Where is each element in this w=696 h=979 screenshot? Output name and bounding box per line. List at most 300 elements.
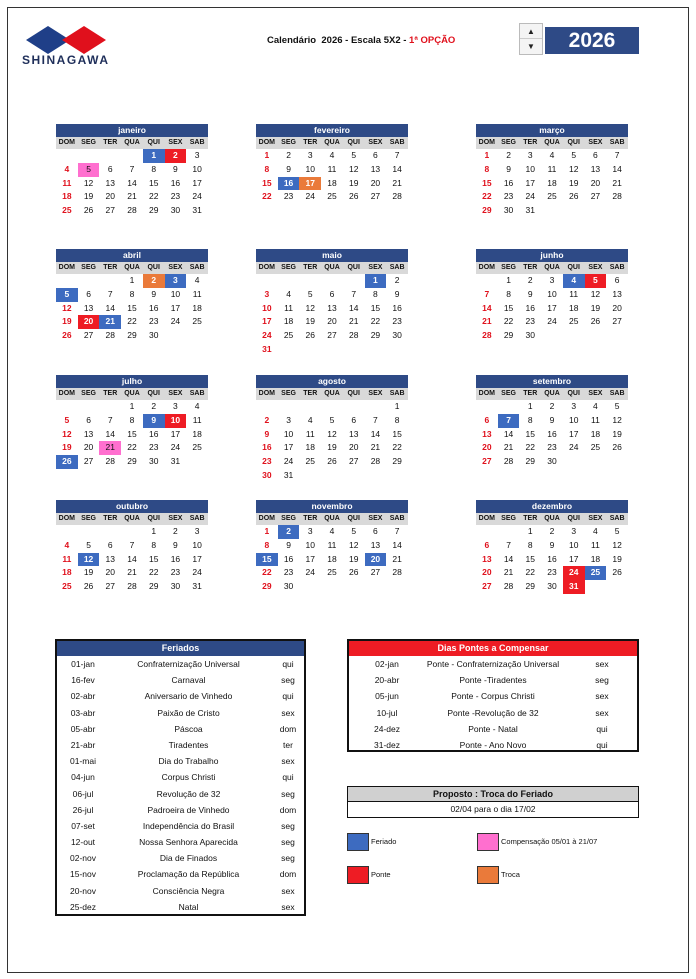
weekday-label: SAB — [389, 139, 405, 146]
day-cell: 21 — [127, 191, 137, 202]
row-date: 20-abr — [374, 675, 400, 686]
year-display: 2026 — [545, 27, 639, 54]
day-cell: 21 — [392, 177, 402, 188]
month-name: novembro — [256, 500, 408, 513]
day-cell: 10 — [192, 163, 202, 174]
day-cell: 17 — [299, 177, 321, 191]
row-date: 02-nov — [70, 853, 96, 864]
day-cell: 22 — [148, 567, 159, 578]
weekday-label: TER — [523, 139, 538, 146]
day-cell: 16 — [547, 553, 557, 564]
row-weekday: sex — [281, 756, 295, 767]
day-cell: 30 — [525, 330, 536, 341]
day-cell: 5 — [307, 288, 313, 299]
day-cell: 23 — [283, 191, 294, 202]
day-cell: 9 — [506, 163, 511, 174]
feriados-table — [55, 639, 306, 916]
day-cell: 13 — [327, 302, 337, 313]
month-name: janeiro — [56, 124, 208, 137]
day-cell: 7 — [506, 539, 511, 550]
row-name: Independência do Brasil — [142, 820, 235, 831]
day-cell: 17 — [170, 302, 181, 313]
legend-label-troca: Troca — [501, 870, 520, 879]
day-cell: 22 — [148, 191, 159, 202]
row-weekday: qui — [282, 691, 294, 702]
day-cell: 27 — [590, 191, 601, 202]
month-9 — [56, 500, 208, 594]
day-cell: 25 — [283, 330, 294, 341]
year-spinner[interactable] — [519, 23, 543, 55]
day-cell: 25 — [305, 456, 316, 467]
day-cell: 25 — [192, 316, 202, 327]
legend-label-ponte: Ponte — [371, 870, 391, 879]
row-weekday: seg — [281, 788, 295, 799]
empty-cell — [343, 400, 365, 414]
day-cell: 22 — [127, 442, 137, 453]
empty-cell — [56, 400, 78, 414]
day-cell: 8 — [373, 288, 378, 299]
weekday-label: SEX — [168, 515, 183, 522]
empty-cell — [321, 274, 343, 288]
day-cell: 24 — [192, 191, 202, 202]
empty-cell — [321, 400, 343, 414]
day-cell: 28 — [105, 456, 116, 467]
month-10 — [256, 500, 408, 594]
row-weekday: qui — [596, 723, 608, 734]
row-date: 10-jul — [376, 707, 398, 718]
day-cell: 14 — [127, 553, 137, 564]
weekday-label: QUA — [324, 515, 340, 522]
weekday-label: SEG — [81, 515, 96, 522]
day-cell: 26 — [348, 567, 359, 578]
day-cell: 3 — [527, 150, 533, 160]
weekday-header — [56, 137, 208, 149]
day-cell: 26 — [348, 191, 359, 202]
day-cell: 22 — [370, 316, 381, 327]
day-cell: 18 — [327, 177, 337, 188]
row-weekday: sex — [595, 707, 609, 718]
weekday-label: SEG — [501, 264, 516, 271]
day-cell: 10 — [568, 414, 579, 425]
day-cell: 17 — [568, 553, 579, 564]
day-cell: 6 — [484, 539, 490, 550]
day-cell: 16 — [503, 177, 514, 188]
empty-cell — [498, 525, 520, 539]
day-cell: 25 — [327, 567, 337, 578]
day-cell: 4 — [64, 163, 70, 174]
weekday-label: SEG — [501, 515, 516, 522]
day-cell: 19 — [590, 302, 601, 313]
weekday-header — [56, 388, 208, 400]
day-cell: 13 — [83, 302, 94, 313]
day-cell: 31 — [192, 205, 202, 216]
empty-cell — [365, 400, 387, 414]
day-cell: 1 — [506, 275, 511, 285]
empty-cell — [476, 274, 498, 288]
weekday-label: QUA — [324, 390, 340, 397]
legend-swatch-feriado — [347, 833, 369, 851]
day-cell: 1 — [484, 150, 490, 160]
row-date: 02-jan — [375, 659, 399, 669]
weekday-label: SAB — [389, 390, 405, 397]
month-4 — [256, 249, 408, 357]
day-cell: 14 — [105, 428, 116, 439]
day-cell: 18 — [305, 442, 316, 453]
day-cell: 2 — [527, 275, 533, 285]
day-cell: 17 — [192, 553, 202, 564]
row-date: 31-dez — [374, 739, 400, 750]
table-row — [349, 688, 637, 704]
day-cell: 19 — [348, 177, 359, 188]
day-cell: 1 — [365, 274, 387, 288]
weekday-label: SAB — [189, 139, 205, 146]
row-date: 07-set — [71, 820, 95, 831]
table-row — [57, 705, 304, 721]
weekday-label: SEX — [368, 139, 383, 146]
day-cell: 20 — [78, 315, 100, 329]
day-cell: 2 — [549, 401, 555, 411]
day-cell: 4 — [593, 401, 598, 411]
day-grid — [56, 400, 208, 469]
day-cell: 5 — [571, 150, 577, 160]
day-cell: 9 — [151, 288, 157, 299]
day-cell: 11 — [327, 163, 337, 174]
day-cell: 31 — [262, 343, 272, 354]
day-cell: 19 — [612, 428, 622, 439]
table-row — [57, 834, 304, 850]
day-cell: 29 — [392, 456, 402, 467]
day-cell: 4 — [194, 401, 200, 411]
day-cell: 11 — [305, 428, 315, 439]
day-cell: 24 — [262, 330, 272, 341]
day-cell: 8 — [264, 163, 270, 174]
weekday-label: SEX — [168, 390, 183, 397]
day-cell: 7 — [394, 526, 400, 536]
day-cell: 14 — [612, 163, 622, 174]
year-up-button[interactable]: ▲ — [520, 24, 542, 39]
weekday-label: QUI — [567, 515, 580, 522]
weekday-label: SEX — [168, 139, 183, 146]
row-name: Revolução de 32 — [156, 788, 221, 799]
row-date: 02-abr — [70, 691, 96, 702]
day-cell: 14 — [348, 302, 359, 313]
weekday-label: TER — [103, 139, 118, 146]
weekday-label: SEG — [501, 139, 516, 146]
empty-cell — [78, 525, 100, 539]
proposto-text: 02/04 para o dia 17/02 — [450, 804, 536, 814]
weekday-label: DOM — [478, 264, 496, 271]
day-cell: 17 — [192, 177, 202, 188]
day-cell: 2 — [165, 149, 187, 163]
weekday-label: QUI — [347, 515, 360, 522]
empty-cell — [56, 274, 78, 288]
day-cell: 28 — [503, 581, 514, 592]
row-name: Dia do Trabalho — [158, 756, 219, 767]
day-cell: 21 — [99, 441, 121, 455]
weekday-label: TER — [523, 390, 538, 397]
day-cell: 18 — [62, 191, 72, 202]
row-name: Proclamação da República — [137, 869, 240, 880]
day-cell: 27 — [612, 316, 622, 327]
day-cell: 9 — [143, 414, 165, 428]
day-cell: 23 — [262, 456, 272, 467]
day-cell: 10 — [547, 288, 557, 299]
empty-cell — [299, 274, 321, 288]
empty-cell — [256, 274, 278, 288]
legend-swatch-troca — [477, 866, 499, 884]
day-cell: 25 — [547, 191, 557, 202]
day-cell: 1 — [151, 526, 157, 536]
table-row — [349, 721, 637, 737]
day-cell: 2 — [286, 150, 291, 160]
day-cell: 26 — [83, 581, 94, 592]
day-cell: 20 — [365, 553, 387, 567]
weekday-label: SEG — [501, 390, 516, 397]
day-cell: 22 — [503, 316, 514, 327]
weekday-label: QUA — [124, 390, 140, 397]
day-cell: 27 — [83, 456, 94, 467]
day-cell: 7 — [498, 414, 520, 428]
row-weekday: seg — [281, 837, 295, 848]
day-cell: 31 — [170, 456, 181, 467]
day-cell: 31 — [563, 580, 585, 594]
day-cell: 22 — [525, 442, 536, 453]
row-name: Ponte - Corpus Christi — [451, 691, 535, 702]
day-cell: 24 — [305, 567, 316, 578]
day-cell: 8 — [129, 414, 135, 425]
weekday-label: QUA — [544, 139, 560, 146]
day-cell: 3 — [194, 150, 200, 160]
weekday-label: TER — [523, 515, 538, 522]
day-cell: 8 — [484, 163, 490, 174]
day-cell: 16 — [278, 177, 300, 191]
day-cell: 8 — [129, 288, 135, 299]
year-down-button[interactable]: ▼ — [527, 42, 535, 51]
weekday-header — [476, 388, 628, 400]
day-cell: 6 — [373, 150, 378, 160]
day-cell: 25 — [590, 442, 601, 453]
row-date: 16-fev — [71, 675, 95, 686]
month-name: fevereiro — [256, 124, 408, 137]
day-cell: 30 — [392, 330, 402, 341]
day-grid — [256, 525, 408, 594]
day-cell: 19 — [568, 177, 579, 188]
day-cell: 27 — [482, 581, 492, 592]
day-cell: 17 — [170, 428, 181, 439]
day-cell: 4 — [329, 526, 335, 536]
empty-cell — [56, 149, 78, 163]
day-cell: 26 — [612, 567, 622, 578]
row-date: 25-dez — [70, 901, 96, 912]
weekday-header — [476, 513, 628, 525]
weekday-label: QUA — [124, 515, 140, 522]
day-cell: 7 — [107, 414, 113, 425]
day-cell: 17 — [525, 177, 536, 188]
day-cell: 9 — [173, 539, 178, 550]
day-cell: 18 — [283, 316, 294, 327]
month-6 — [56, 375, 208, 469]
day-cell: 23 — [392, 316, 402, 327]
day-cell: 17 — [283, 442, 294, 453]
month-name: junho — [476, 249, 628, 262]
day-cell: 19 — [327, 442, 337, 453]
row-name: Páscoa — [174, 723, 203, 734]
day-cell: 5 — [56, 288, 78, 302]
weekday-label: DOM — [58, 390, 76, 397]
table-row — [57, 672, 304, 688]
day-cell: 9 — [549, 539, 555, 550]
day-cell: 11 — [547, 163, 557, 174]
row-weekday: dom — [279, 804, 297, 815]
day-cell: 30 — [283, 581, 294, 592]
day-cell: 19 — [348, 553, 359, 564]
day-cell: 25 — [192, 442, 202, 453]
day-cell: 2 — [394, 275, 400, 285]
weekday-label: SEX — [368, 264, 383, 271]
row-weekday: dom — [279, 723, 297, 734]
row-weekday: sex — [595, 659, 609, 669]
row-name: Carnaval — [171, 675, 206, 686]
row-date: 20-nov — [70, 885, 96, 896]
day-cell: 23 — [283, 567, 294, 578]
day-cell: 3 — [307, 526, 313, 536]
day-cell: 13 — [482, 428, 492, 439]
day-cell: 5 — [585, 274, 607, 288]
day-grid — [56, 525, 208, 594]
day-cell: 1 — [527, 401, 533, 411]
day-cell: 10 — [170, 288, 181, 299]
table-row — [57, 737, 304, 753]
day-cell: 12 — [62, 428, 72, 439]
day-cell: 28 — [503, 456, 514, 467]
day-cell: 14 — [127, 177, 137, 188]
day-cell: 19 — [62, 442, 72, 453]
month-5 — [476, 249, 628, 343]
weekday-label: SAB — [189, 264, 205, 271]
day-cell: 28 — [392, 191, 402, 202]
row-weekday: seg — [281, 675, 295, 686]
pontes-table — [347, 639, 639, 752]
empty-cell — [256, 400, 278, 414]
empty-cell — [56, 525, 78, 539]
day-cell: 10 — [305, 163, 316, 174]
day-cell: 1 — [129, 275, 135, 285]
day-cell: 15 — [148, 553, 159, 564]
weekday-label: QUI — [147, 264, 160, 271]
day-cell: 6 — [373, 526, 378, 536]
day-cell: 20 — [590, 177, 601, 188]
weekday-label: TER — [103, 515, 118, 522]
day-cell: 18 — [192, 302, 202, 313]
month-2 — [476, 124, 628, 218]
day-cell: 27 — [370, 567, 381, 578]
day-cell: 26 — [56, 455, 78, 469]
weekday-header — [256, 137, 408, 149]
row-date: 12-out — [70, 837, 96, 848]
row-name: Dia de Finados — [159, 853, 218, 864]
day-cell: 19 — [612, 553, 622, 564]
month-11 — [476, 500, 628, 594]
day-cell: 23 — [148, 316, 159, 327]
day-cell: 7 — [107, 288, 113, 299]
day-cell: 9 — [527, 288, 533, 299]
day-cell: 29 — [525, 456, 536, 467]
day-cell: 26 — [62, 330, 72, 341]
weekday-label: SEG — [81, 139, 96, 146]
weekday-label: TER — [303, 264, 318, 271]
day-cell: 16 — [170, 553, 181, 564]
day-cell: 25 — [62, 205, 72, 216]
day-cell: 26 — [590, 316, 601, 327]
empty-cell — [343, 274, 365, 288]
day-cell: 31 — [525, 205, 536, 216]
weekday-label: QUA — [124, 139, 140, 146]
weekday-label: SAB — [609, 515, 625, 522]
day-cell: 14 — [370, 428, 381, 439]
day-cell: 26 — [305, 330, 316, 341]
day-cell: 25 — [585, 566, 607, 580]
day-cell: 15 — [127, 428, 137, 439]
day-grid — [256, 274, 408, 357]
empty-cell — [299, 400, 321, 414]
row-weekday: qui — [596, 739, 608, 750]
day-cell: 15 — [525, 428, 536, 439]
day-cell: 26 — [568, 191, 579, 202]
weekday-label: SAB — [609, 390, 625, 397]
day-cell: 7 — [394, 150, 400, 160]
day-cell: 13 — [370, 163, 381, 174]
proposto-title: Proposto : Troca do Feriado — [348, 787, 638, 802]
day-cell: 20 — [105, 567, 116, 578]
weekday-label: DOM — [478, 515, 496, 522]
day-cell: 15 — [503, 302, 514, 313]
row-name: Tiradentes — [168, 739, 209, 750]
day-cell: 10 — [525, 163, 536, 174]
day-cell: 21 — [503, 442, 514, 453]
day-cell: 22 — [392, 442, 402, 453]
weekday-header — [256, 513, 408, 525]
day-cell: 17 — [262, 316, 272, 327]
day-cell: 11 — [591, 414, 600, 425]
day-cell: 21 — [127, 567, 137, 578]
weekday-label: DOM — [478, 139, 496, 146]
row-name: Corpus Christi — [161, 772, 216, 783]
day-cell: 17 — [305, 553, 316, 564]
weekday-label: TER — [303, 515, 318, 522]
logo-text: SHINAGAWA — [22, 53, 110, 67]
weekday-label: SAB — [189, 390, 205, 397]
day-cell: 21 — [392, 553, 402, 564]
day-cell: 4 — [549, 150, 555, 160]
day-cell: 7 — [484, 288, 490, 299]
day-cell: 8 — [151, 163, 157, 174]
table-row — [57, 688, 304, 704]
day-cell: 28 — [482, 330, 492, 341]
day-cell: 20 — [482, 442, 492, 453]
day-cell: 14 — [503, 553, 514, 564]
day-cell: 26 — [327, 456, 337, 467]
day-cell: 1 — [264, 526, 270, 536]
day-cell: 13 — [612, 288, 622, 299]
weekday-label: DOM — [258, 390, 276, 397]
day-cell: 1 — [143, 149, 165, 163]
day-cell: 3 — [165, 274, 187, 288]
day-cell: 21 — [370, 442, 381, 453]
day-cell: 5 — [86, 539, 91, 550]
row-date: 26-jul — [72, 804, 94, 815]
day-grid — [256, 149, 408, 204]
row-name: Ponte -Tiradentes — [459, 675, 527, 686]
